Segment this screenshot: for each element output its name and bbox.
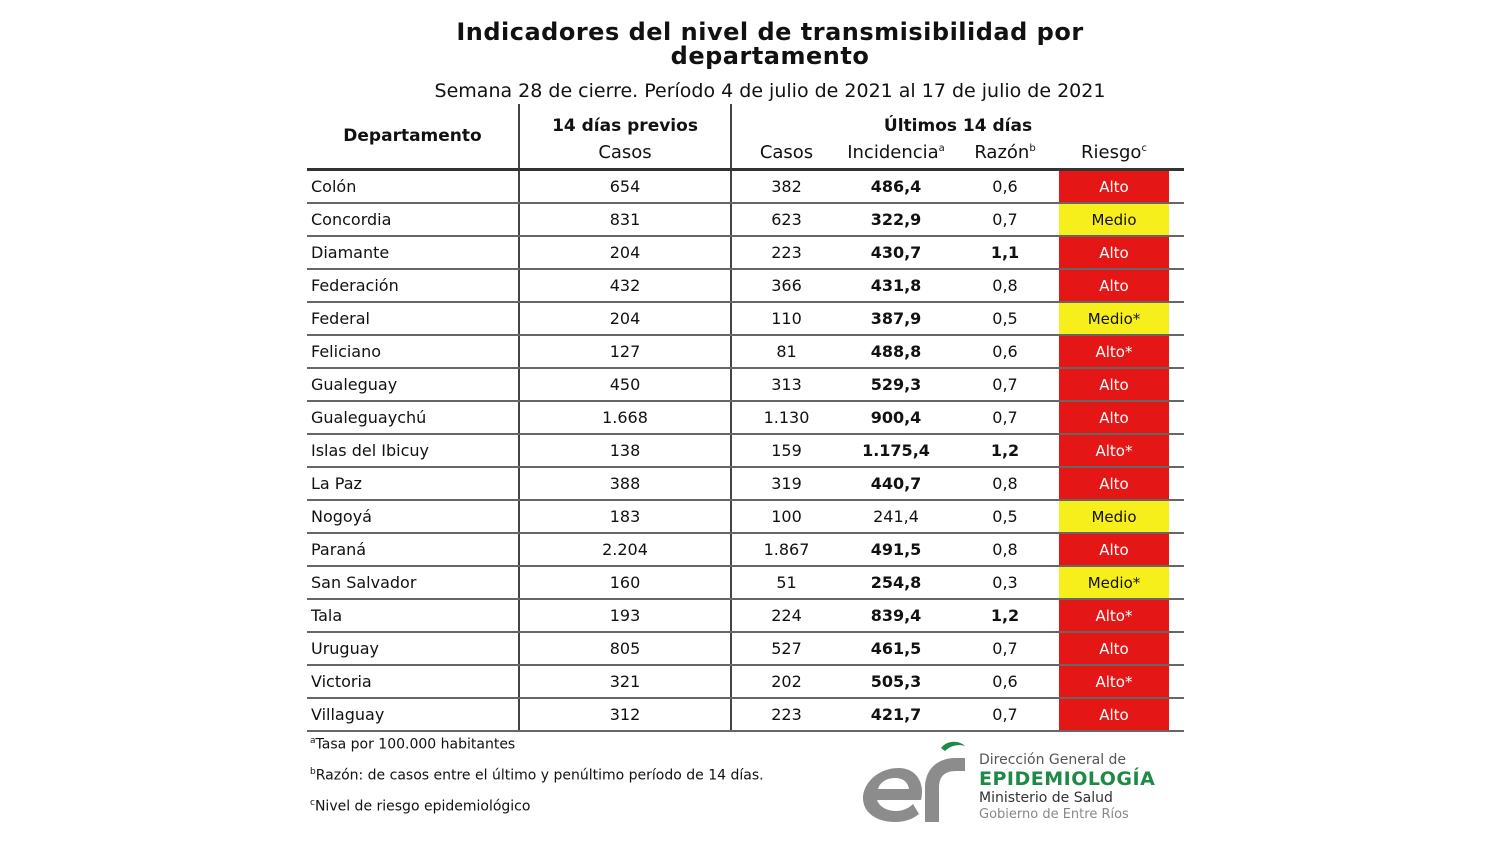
header-razon	[951, 136, 1059, 170]
table-row	[307, 533, 1184, 566]
logo-line-1: Dirección General de	[979, 752, 1127, 768]
cell-incidencia: 529,3	[841, 368, 951, 401]
header-spacer	[1169, 136, 1184, 170]
cell-spacer	[1169, 698, 1184, 731]
footnote-c-text: Nivel de riesgo epidemiológico	[314, 798, 531, 815]
cell-casos: 527	[731, 632, 841, 665]
cell-spacer	[1169, 302, 1184, 335]
cell-riesgo: Medio*	[1059, 566, 1169, 599]
header-incidencia	[841, 136, 951, 170]
cell-casos: 159	[731, 434, 841, 467]
cell-incidencia: 430,7	[841, 236, 951, 269]
table-row	[307, 566, 1184, 599]
cell-riesgo: Medio*	[1059, 302, 1169, 335]
cell-incidencia: 322,9	[841, 203, 951, 236]
cell-departamento: Diamante	[307, 236, 519, 269]
cell-razon: 0,7	[951, 368, 1059, 401]
cell-casos-previos: 388	[519, 467, 731, 500]
cell-casos-previos: 204	[519, 236, 731, 269]
cell-razon: 1,1	[951, 236, 1059, 269]
cell-spacer	[1169, 203, 1184, 236]
table-row	[307, 401, 1184, 434]
cell-razon: 0,5	[951, 500, 1059, 533]
cell-razon: 0,5	[951, 302, 1059, 335]
cell-casos: 224	[731, 599, 841, 632]
table-row	[307, 500, 1184, 533]
cell-riesgo: Alto	[1059, 632, 1169, 665]
table-row	[307, 269, 1184, 302]
cell-incidencia: 254,8	[841, 566, 951, 599]
cell-spacer	[1169, 467, 1184, 500]
cell-casos: 100	[731, 500, 841, 533]
cell-casos-previos: 1.668	[519, 401, 731, 434]
cell-casos: 313	[731, 368, 841, 401]
table-row	[307, 236, 1184, 269]
table-row	[307, 698, 1184, 731]
cell-casos-previos: 321	[519, 665, 731, 698]
cell-casos: 110	[731, 302, 841, 335]
cell-spacer	[1169, 170, 1184, 204]
cell-casos: 1.130	[731, 401, 841, 434]
cell-riesgo: Alto*	[1059, 599, 1169, 632]
cell-riesgo: Alto	[1059, 236, 1169, 269]
cell-incidencia: 431,8	[841, 269, 951, 302]
table-row	[307, 665, 1184, 698]
cell-casos-previos: 805	[519, 632, 731, 665]
table-row	[307, 203, 1184, 236]
cell-departamento: Gualeguay	[307, 368, 519, 401]
header-riesgo	[1059, 136, 1169, 170]
cell-spacer	[1169, 269, 1184, 302]
cell-departamento: La Paz	[307, 467, 519, 500]
cell-riesgo: Alto	[1059, 170, 1169, 204]
cell-departamento: San Salvador	[307, 566, 519, 599]
cell-departamento: Concordia	[307, 203, 519, 236]
cell-casos-previos: 193	[519, 599, 731, 632]
cell-casos-previos: 160	[519, 566, 731, 599]
footnote-c	[310, 798, 530, 815]
cell-riesgo: Alto*	[1059, 665, 1169, 698]
table-row	[307, 599, 1184, 632]
cell-incidencia: 1.175,4	[841, 434, 951, 467]
cell-spacer	[1169, 236, 1184, 269]
cell-spacer	[1169, 368, 1184, 401]
cell-spacer	[1169, 401, 1184, 434]
cell-riesgo: Alto	[1059, 368, 1169, 401]
title-line-1: Indicadores del nivel de transmisibilidad por	[456, 18, 1084, 46]
cell-razon: 0,8	[951, 533, 1059, 566]
cell-incidencia: 486,4	[841, 170, 951, 204]
cell-incidencia: 241,4	[841, 500, 951, 533]
cell-casos: 382	[731, 170, 841, 204]
table-row	[307, 368, 1184, 401]
header-riesgo-sup: c	[1141, 142, 1147, 154]
header-14-dias-previos: 14 días previos	[519, 104, 731, 136]
cell-casos-previos: 2.204	[519, 533, 731, 566]
cell-casos-previos: 138	[519, 434, 731, 467]
cell-razon: 0,6	[951, 665, 1059, 698]
cell-riesgo: Alto	[1059, 401, 1169, 434]
cell-razon: 0,6	[951, 170, 1059, 204]
cell-departamento: Tala	[307, 599, 519, 632]
cell-departamento: Nogoyá	[307, 500, 519, 533]
cell-departamento: Colón	[307, 170, 519, 204]
cell-spacer	[1169, 500, 1184, 533]
cell-razon: 0,8	[951, 269, 1059, 302]
cell-casos-previos: 312	[519, 698, 731, 731]
page-title	[330, 20, 1210, 68]
logo-line-2: EPIDEMIOLOGÍA	[979, 768, 1156, 790]
cell-incidencia: 440,7	[841, 467, 951, 500]
er-logo-mark-icon	[855, 738, 973, 826]
cell-casos-previos: 831	[519, 203, 731, 236]
cell-spacer	[1169, 533, 1184, 566]
cell-casos-previos: 654	[519, 170, 731, 204]
header-incidencia-sup: a	[938, 142, 945, 154]
cell-departamento: Paraná	[307, 533, 519, 566]
cell-razon: 0,3	[951, 566, 1059, 599]
cell-casos-previos: 127	[519, 335, 731, 368]
cell-razon: 1,2	[951, 599, 1059, 632]
cell-incidencia: 900,4	[841, 401, 951, 434]
cell-riesgo: Alto*	[1059, 335, 1169, 368]
table-row	[307, 467, 1184, 500]
footnote-b	[310, 767, 764, 784]
cell-riesgo: Alto	[1059, 467, 1169, 500]
cell-razon: 1,2	[951, 434, 1059, 467]
transmissibility-table	[307, 104, 1184, 732]
cell-razon: 0,8	[951, 467, 1059, 500]
cell-spacer	[1169, 632, 1184, 665]
table-row	[307, 302, 1184, 335]
cell-riesgo: Alto	[1059, 533, 1169, 566]
cell-incidencia: 491,5	[841, 533, 951, 566]
cell-departamento: Islas del Ibicuy	[307, 434, 519, 467]
cell-riesgo: Alto*	[1059, 434, 1169, 467]
cell-riesgo: Medio	[1059, 500, 1169, 533]
cell-casos-previos: 183	[519, 500, 731, 533]
footnote-a	[310, 736, 515, 753]
footnote-c-sup: c	[310, 798, 315, 808]
cell-spacer	[1169, 335, 1184, 368]
epidemiologia-logo	[855, 738, 1175, 828]
cell-departamento: Gualeguaychú	[307, 401, 519, 434]
cell-riesgo: Alto	[1059, 698, 1169, 731]
cell-incidencia: 387,9	[841, 302, 951, 335]
header-casos: Casos	[731, 136, 841, 170]
title-line-2: departamento	[670, 42, 870, 70]
cell-incidencia: 839,4	[841, 599, 951, 632]
logo-line-3: Ministerio de Salud	[979, 790, 1113, 806]
page-subtitle: Semana 28 de cierre. Período 4 de julio de 2021 al 17 de julio de 2021	[434, 80, 1106, 102]
cell-spacer	[1169, 566, 1184, 599]
cell-razon: 0,7	[951, 698, 1059, 731]
header-riesgo-label: Riesgo	[1081, 141, 1142, 163]
cell-casos: 81	[731, 335, 841, 368]
cell-casos: 202	[731, 665, 841, 698]
cell-casos: 319	[731, 467, 841, 500]
footnote-b-sup: b	[310, 767, 316, 777]
cell-casos: 51	[731, 566, 841, 599]
cell-incidencia: 421,7	[841, 698, 951, 731]
cell-spacer	[1169, 599, 1184, 632]
header-casos-previos: Casos	[519, 136, 731, 170]
header-razon-sup: b	[1029, 142, 1036, 154]
cell-casos: 623	[731, 203, 841, 236]
cell-departamento: Victoria	[307, 665, 519, 698]
cell-departamento: Uruguay	[307, 632, 519, 665]
cell-casos: 1.867	[731, 533, 841, 566]
table-row	[307, 434, 1184, 467]
cell-departamento: Federación	[307, 269, 519, 302]
header-departamento: Departamento	[307, 104, 519, 170]
cell-departamento: Feliciano	[307, 335, 519, 368]
table-body	[307, 170, 1184, 732]
cell-spacer	[1169, 434, 1184, 467]
cell-departamento: Federal	[307, 302, 519, 335]
cell-casos: 366	[731, 269, 841, 302]
cell-casos-previos: 450	[519, 368, 731, 401]
cell-spacer	[1169, 665, 1184, 698]
cell-incidencia: 488,8	[841, 335, 951, 368]
cell-razon: 0,7	[951, 632, 1059, 665]
cell-incidencia: 505,3	[841, 665, 951, 698]
footnote-b-text: Razón: de casos entre el último y penúltimo período de 14 días.	[315, 767, 764, 784]
cell-casos-previos: 432	[519, 269, 731, 302]
table-row	[307, 170, 1184, 204]
header-incidencia-label: Incidencia	[847, 141, 939, 163]
cell-riesgo: Medio	[1059, 203, 1169, 236]
cell-razon: 0,6	[951, 335, 1059, 368]
cell-casos: 223	[731, 236, 841, 269]
header-ultimos-14-dias: Últimos 14 días	[883, 116, 1033, 136]
cell-casos-previos: 204	[519, 302, 731, 335]
header-razon-label: Razón	[974, 141, 1030, 163]
footnote-a-text: Tasa por 100.000 habitantes	[315, 736, 516, 753]
cell-razon: 0,7	[951, 203, 1059, 236]
table-row	[307, 632, 1184, 665]
cell-razon: 0,7	[951, 401, 1059, 434]
cell-casos: 223	[731, 698, 841, 731]
table-row	[307, 335, 1184, 368]
footnote-a-sup: a	[310, 736, 316, 746]
cell-incidencia: 461,5	[841, 632, 951, 665]
cell-riesgo: Alto	[1059, 269, 1169, 302]
logo-line-4: Gobierno de Entre Ríos	[979, 807, 1129, 822]
cell-departamento: Villaguay	[307, 698, 519, 731]
